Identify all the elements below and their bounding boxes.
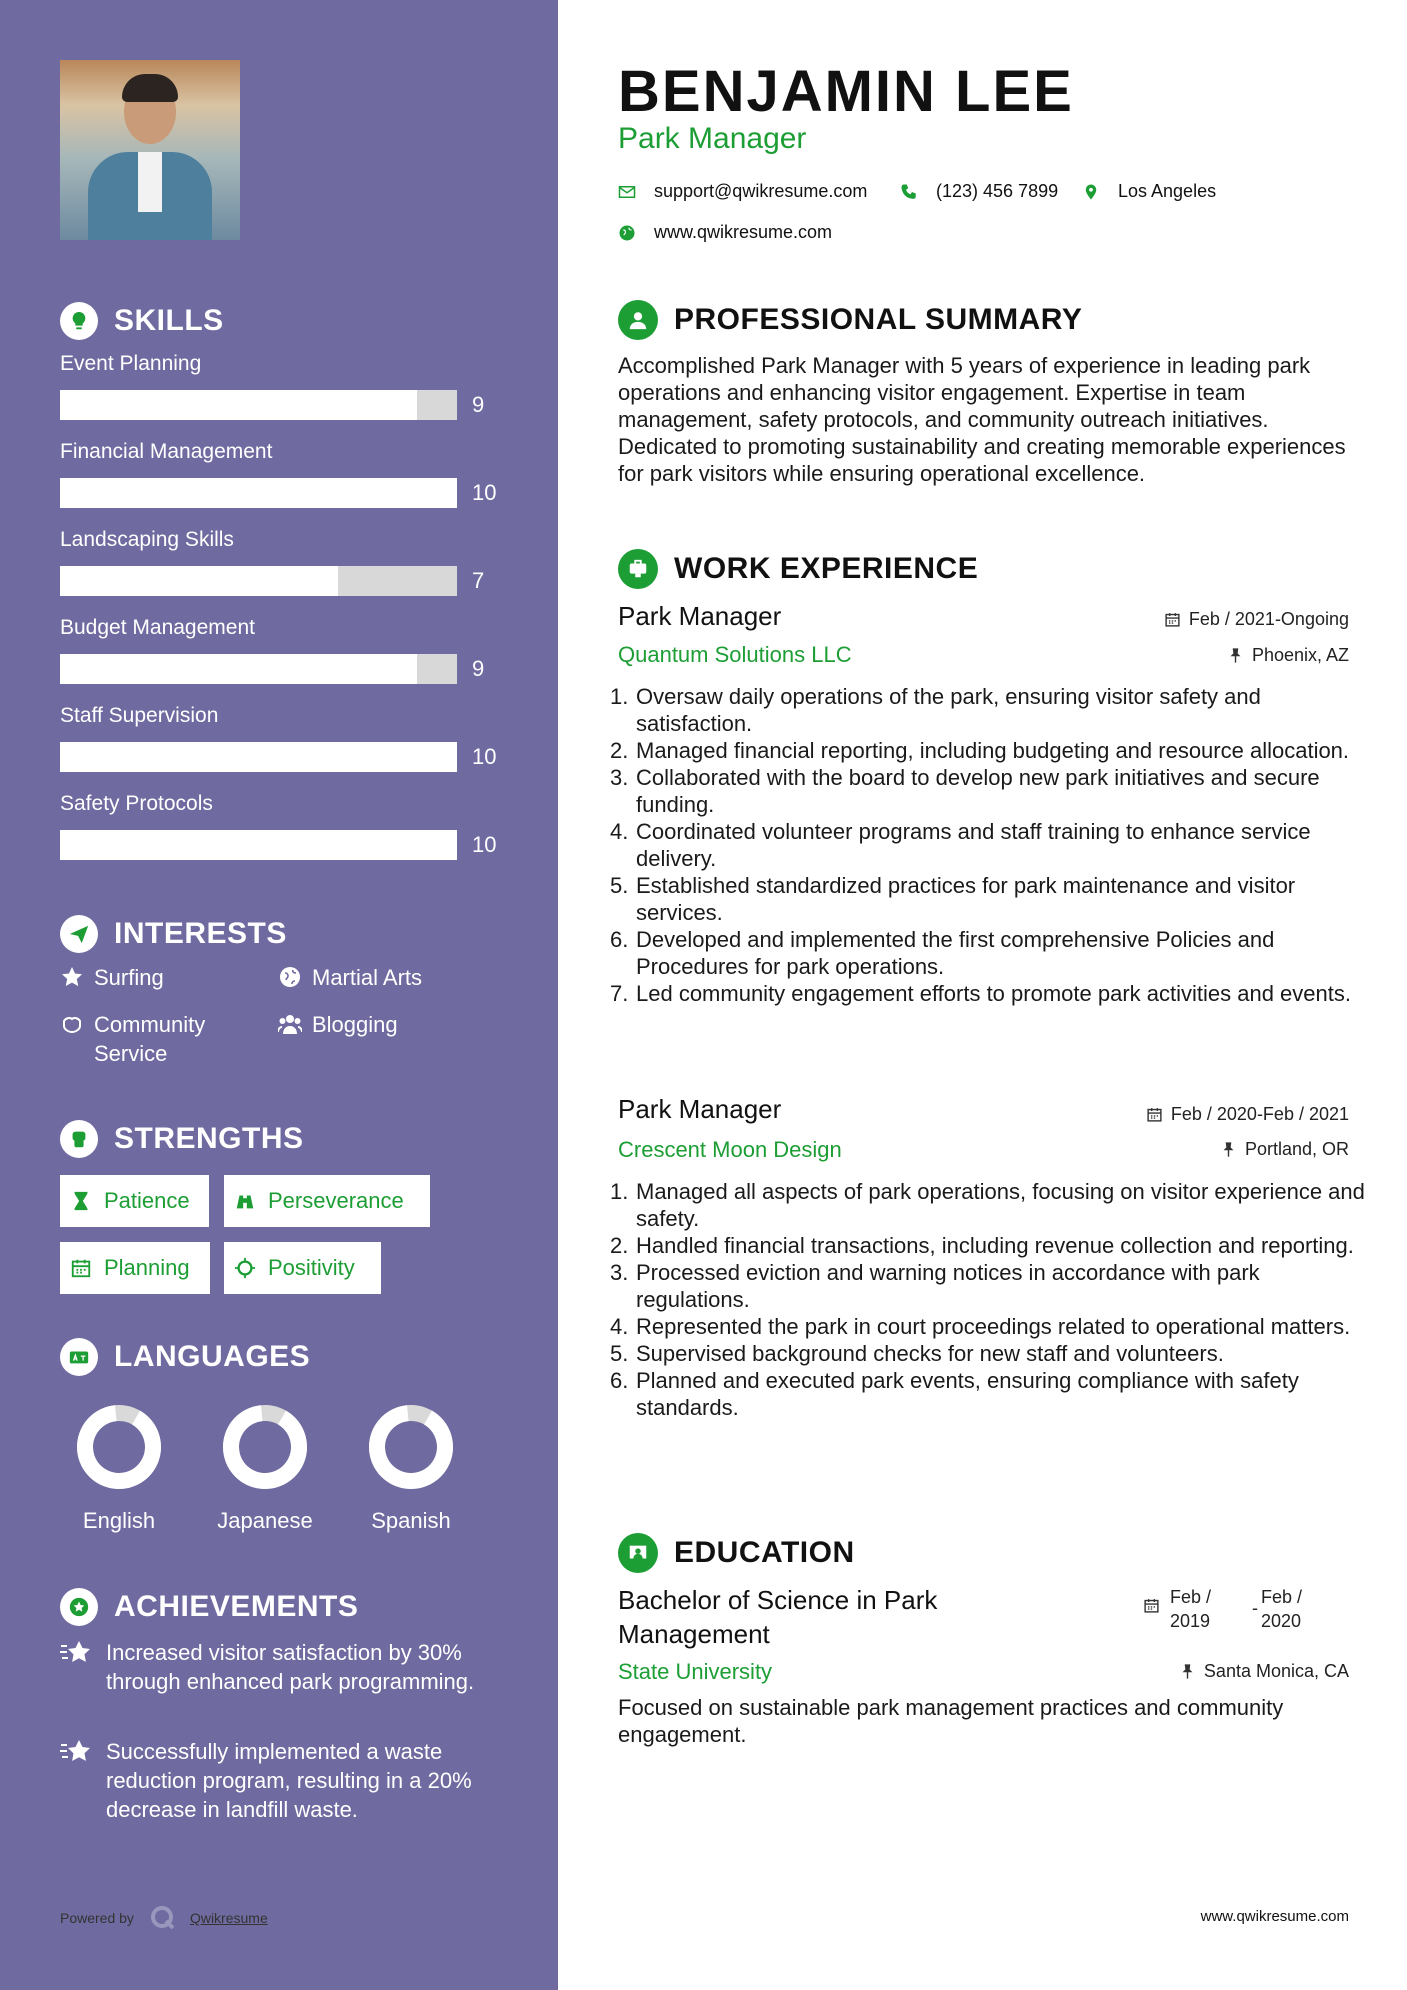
languages-heading: LANGUAGES <box>60 1338 310 1376</box>
list-number: 6. <box>610 1368 629 1393</box>
interest-item: Blogging <box>278 1010 398 1039</box>
language-level-ring <box>74 1402 164 1492</box>
user-icon <box>618 300 658 340</box>
list-number: 1. <box>610 1179 629 1204</box>
skill-name: Safety Protocols <box>60 792 213 815</box>
skill-value: 9 <box>472 392 485 417</box>
skill-bar-fill <box>60 654 417 684</box>
education-heading: EDUCATION <box>618 1533 855 1573</box>
summary-heading: PROFESSIONAL SUMMARY <box>618 300 1082 340</box>
envelope-icon <box>618 183 636 201</box>
language-level-ring <box>220 1402 310 1492</box>
responsibility-item <box>610 872 1370 926</box>
skills-heading: SKILLS <box>60 302 224 340</box>
hand-icon <box>60 1012 84 1036</box>
job-title: Park Manager <box>618 1094 782 1124</box>
award-icon <box>60 1588 98 1626</box>
responsibility-item <box>610 980 1370 1007</box>
pushpin-icon <box>1220 1141 1237 1158</box>
skill-value: 10 <box>472 480 497 505</box>
calendar-icon <box>70 1257 92 1279</box>
responsibility-text: Coordinated volunteer programs and staff training to enhance service delivery. <box>636 819 1311 871</box>
responsibility-item <box>610 683 1370 737</box>
lightbulb-icon <box>60 302 98 340</box>
skill-value: 7 <box>472 568 485 593</box>
users-icon <box>278 1012 302 1036</box>
job-location: Portland, OR <box>1220 1139 1349 1160</box>
paper-plane-icon <box>60 915 98 953</box>
calendar-icon <box>1164 611 1181 628</box>
responsibility-item <box>610 764 1370 818</box>
profile-photo <box>60 60 240 240</box>
company-name: Crescent Moon Design <box>618 1137 842 1162</box>
job-date: Feb / 2020-Feb / 2021 <box>1146 1104 1349 1125</box>
contact-email[interactable]: support@qwikresume.com <box>618 181 867 202</box>
strength-badge: Planning <box>60 1242 210 1294</box>
calendar-icon <box>1143 1597 1160 1619</box>
skill-name: Landscaping Skills <box>60 528 234 551</box>
experience-heading: WORK EXPERIENCE <box>618 549 978 589</box>
skill-bar <box>60 654 457 684</box>
qwikresume-link[interactable]: Qwikresume <box>189 1910 268 1926</box>
hourglass-icon <box>70 1190 92 1212</box>
list-number: 5. <box>610 873 629 898</box>
responsibility-text: Managed all aspects of park operations, focusing on visitor experience and safety. <box>636 1179 1365 1231</box>
responsibility-item <box>610 1232 1370 1259</box>
contact-website[interactable]: www.qwikresume.com <box>618 222 832 243</box>
achievements-heading: ACHIEVEMENTS <box>60 1588 358 1626</box>
responsibility-item <box>610 818 1370 872</box>
list-number: 2. <box>610 738 629 763</box>
language-icon <box>60 1338 98 1376</box>
job-title: Park Manager <box>618 601 782 631</box>
sidebar <box>0 0 558 1990</box>
responsibility-text: Planned and executed park events, ensuring compliance with safety standards. <box>636 1368 1299 1420</box>
strengths-heading: STRENGTHS <box>60 1120 304 1158</box>
strength-badge: Patience <box>60 1175 209 1227</box>
qwikresume-logo-icon <box>150 1905 176 1931</box>
pushpin-icon <box>1227 647 1244 664</box>
interest-item: Community Service <box>60 1010 240 1068</box>
education-location: Santa Monica, CA <box>1179 1661 1349 1682</box>
education-end-date: Feb / 2020 <box>1261 1587 1303 1631</box>
job-location: Phoenix, AZ <box>1227 645 1349 666</box>
candidate-name: BENJAMIN LEE <box>618 59 1074 124</box>
skill-bar-fill <box>60 390 417 420</box>
map-pin-icon <box>1082 183 1100 201</box>
skill-bar-fill <box>60 478 457 508</box>
list-number: 5. <box>610 1341 629 1366</box>
job-responsibilities <box>610 683 1370 1007</box>
skill-bar <box>60 390 457 420</box>
responsibility-text: Managed financial reporting, including budgeting and resource allocation. <box>636 738 1350 763</box>
skill-value: 10 <box>472 832 497 857</box>
responsibility-text: Supervised background checks for new staff and volunteers. <box>636 1341 1224 1366</box>
pushpin-icon <box>1179 1663 1196 1680</box>
binoculars-icon <box>234 1190 256 1212</box>
strength-badge: Positivity <box>224 1242 381 1294</box>
main-content <box>558 0 1407 1990</box>
language-name: Spanish <box>371 1508 451 1533</box>
phone-icon <box>900 183 918 201</box>
candidate-role: Park Manager <box>618 122 807 155</box>
language-name: English <box>82 1508 156 1533</box>
skill-bar <box>60 478 457 508</box>
education-start-date: Feb / 2019 <box>1170 1587 1212 1631</box>
skill-bar <box>60 566 457 596</box>
language-level-ring <box>366 1402 456 1492</box>
contact-location: Los Angeles <box>1082 181 1216 202</box>
achievement-item: Successfully implemented a waste reduction program, resulting in a 20% decrease in landfill waste. <box>60 1737 500 1824</box>
responsibility-item <box>610 1178 1370 1232</box>
skill-name: Financial Management <box>60 440 273 463</box>
education-description: Focused on sustainable park management practices and community engagement. <box>618 1695 1284 1747</box>
calendar-icon <box>1146 1106 1163 1123</box>
globe-icon <box>618 224 636 242</box>
list-number: 7. <box>610 981 629 1006</box>
interests-heading: INTERESTS <box>60 915 287 953</box>
list-number: 3. <box>610 765 629 790</box>
responsibility-text: Developed and implemented the first comprehensive Policies and Procedures for park operations. <box>636 927 1275 979</box>
job-responsibilities <box>610 1178 1370 1421</box>
responsibility-text: Led community engagement efforts to promote park activities and events. <box>636 981 1351 1006</box>
skill-name: Event Planning <box>60 352 202 375</box>
footer-url[interactable]: www.qwikresume.com <box>1200 1908 1349 1925</box>
list-number: 1. <box>610 684 629 709</box>
job-date: Feb / 2021-Ongoing <box>1164 609 1349 630</box>
responsibility-text: Handled financial transactions, including revenue collection and reporting. <box>636 1233 1354 1258</box>
responsibility-item <box>610 1367 1370 1421</box>
fist-icon <box>60 1120 98 1158</box>
list-number: 2. <box>610 1233 629 1258</box>
list-number: 6. <box>610 927 629 952</box>
powered-by: Powered by Qwikresume <box>60 1905 268 1931</box>
contact-phone[interactable]: (123) 456 7899 <box>900 181 1058 202</box>
achievement-item: Increased visitor satisfaction by 30% through enhanced park programming. <box>60 1638 500 1696</box>
language-name: Japanese <box>217 1508 313 1533</box>
school-name: State University <box>618 1659 773 1684</box>
company-name: Quantum Solutions LLC <box>618 642 852 667</box>
skill-name: Budget Management <box>60 616 255 639</box>
briefcase-icon <box>618 549 658 589</box>
star-burst-icon <box>60 1638 92 1668</box>
responsibility-text: Processed eviction and warning notices in accordance with park regulations. <box>636 1260 1260 1312</box>
summary-text: Accomplished Park Manager with 5 years of experience in leading park operations and enhancing visitor engagement. Expertise in team management, safety protocols, and community outreach initiatives. Dedicated to promoting sustainability and creating memorable experiences for park visitors while ensuring operational excellence. <box>618 353 1346 486</box>
interest-item: Martial Arts <box>278 963 422 992</box>
skill-value: 10 <box>472 744 497 769</box>
responsibility-item <box>610 1259 1370 1313</box>
sun-icon <box>234 1257 256 1279</box>
responsibility-item <box>610 1340 1370 1367</box>
skill-bar-fill <box>60 742 457 772</box>
list-number: 3. <box>610 1260 629 1285</box>
degree-title: Bachelor of Science in Park Management <box>618 1585 938 1649</box>
responsibility-text: Represented the park in court proceedings related to operational matters. <box>636 1314 1351 1339</box>
graduation-icon <box>618 1533 658 1573</box>
skill-bar <box>60 742 457 772</box>
responsibility-item <box>610 737 1370 764</box>
skill-bar-fill <box>60 830 457 860</box>
responsibility-text: Oversaw daily operations of the park, ensuring visitor safety and satisfaction. <box>636 684 1261 736</box>
date-separator: - <box>1252 1598 1258 1618</box>
responsibility-text: Collaborated with the board to develop new park initiatives and secure funding. <box>636 765 1320 817</box>
skill-bar-fill <box>60 566 338 596</box>
list-number: 4. <box>610 819 629 844</box>
responsibility-text: Established standardized practices for park maintenance and visitor services. <box>636 873 1296 925</box>
responsibility-item <box>610 926 1370 980</box>
skill-name: Staff Supervision <box>60 704 219 727</box>
skill-value: 9 <box>472 656 485 681</box>
responsibility-item <box>610 1313 1370 1340</box>
star-burst-icon <box>60 1737 92 1767</box>
globe-icon <box>278 965 302 989</box>
star-icon <box>60 965 84 989</box>
interest-item: Surfing <box>60 963 164 992</box>
strength-badge: Perseverance <box>224 1175 430 1227</box>
skill-bar <box>60 830 457 860</box>
list-number: 4. <box>610 1314 629 1339</box>
